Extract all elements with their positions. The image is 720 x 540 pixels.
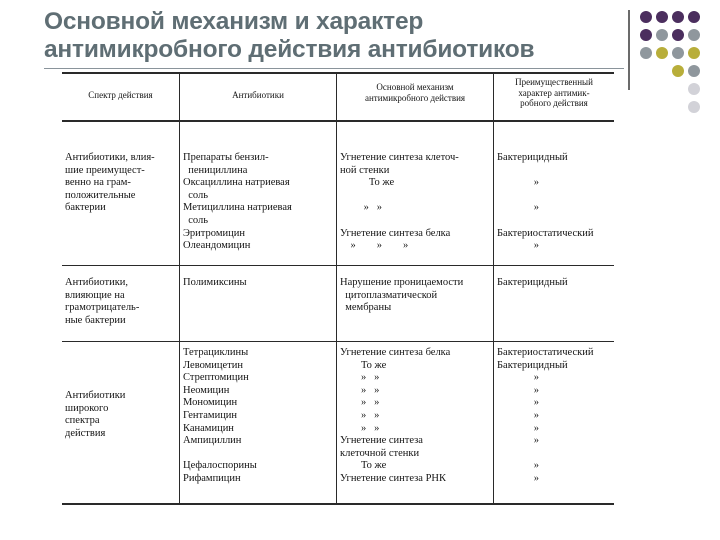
antibiotics-table: [62, 72, 614, 504]
decorative-vertical-rule: [628, 10, 630, 90]
decorative-dot-grid: [640, 11, 718, 121]
dot-light-2: [688, 101, 700, 113]
dot-olive-3: [672, 65, 684, 77]
dot-purple-1: [640, 11, 652, 23]
slide-title: [44, 8, 624, 64]
group-3-mechanism: Угнетение синтеза белка То же » » » » » » » » » » Угнетение синтеза клеточной стенки То же Угнетение синтеза РНК: [340, 347, 451, 484]
header-mechanism: Основной механизм антимикробного действия: [364, 82, 466, 103]
dot-gray-1: [656, 29, 668, 41]
group-2-antibiotics: Полимиксины: [183, 277, 247, 288]
dot-gray-5: [688, 65, 700, 77]
table-column-divider-1: [179, 72, 180, 504]
group-3-character: Бактериостатический Бактерицидный » » » » » » » »: [497, 347, 594, 484]
table-border-bottom: [62, 503, 614, 505]
header-character: Преимущественный характер антимик- робного действия: [515, 77, 593, 108]
table-column-divider-3: [493, 72, 494, 504]
header-antibiotics: Антибиотики: [232, 90, 284, 100]
group-2-spectrum: Антибиотики, влияющие на грамотрицатель- ные бактерии: [65, 277, 140, 326]
group-1-character: Бактерицидный » » Бактериостатический »: [497, 152, 594, 252]
dot-purple-4: [688, 11, 700, 23]
dot-purple-5: [640, 29, 652, 41]
dot-olive-1: [656, 47, 668, 59]
dot-gray-3: [640, 47, 652, 59]
dot-purple-3: [672, 11, 684, 23]
group-3-antibiotics: Тетрациклины Левомицетин Стрептомицин Неомицин Мономицин Гентамицин Канамицин Ампициллин Цефалоспорины Рифампицин: [183, 347, 257, 484]
group-1-antibiotics: Препараты бензил- пенициллина Оксациллина натриевая соль Метициллина натриевая соль Эритромицин Олеандомицин: [183, 152, 292, 252]
group-2-mechanism: Нарушение проницаемости цитоплазматической мембраны: [340, 277, 464, 314]
group-3-spectrum: Антибиотики широкого спектра действия: [65, 390, 126, 439]
dot-purple-6: [672, 29, 684, 41]
table-border-top: [62, 72, 614, 74]
header-spectrum: Спектр действия: [88, 90, 153, 100]
table-group-separator-1: [62, 265, 614, 266]
dot-olive-2: [688, 47, 700, 59]
slide-title-line-2: антимикробного действия антибиотиков: [44, 36, 535, 63]
table-header-bottom-rule: [62, 120, 614, 122]
group-1-spectrum: Антибиотики, влия- шие преимущест- венно на грам- положительные бактерии: [65, 152, 155, 214]
dot-gray-2: [688, 29, 700, 41]
group-2-character: Бактерицидный: [497, 277, 568, 288]
dot-purple-2: [656, 11, 668, 23]
table-group-separator-2: [62, 341, 614, 342]
group-1-mechanism: Угнетение синтеза клеточ- ной стенки То же » » Угнетение синтеза белка » » »: [340, 152, 459, 252]
table-column-divider-2: [336, 72, 337, 504]
title-underline: [44, 68, 624, 69]
dot-light-1: [688, 83, 700, 95]
dot-gray-4: [672, 47, 684, 59]
slide-title-line-1: Основной механизм и характер: [44, 8, 424, 35]
